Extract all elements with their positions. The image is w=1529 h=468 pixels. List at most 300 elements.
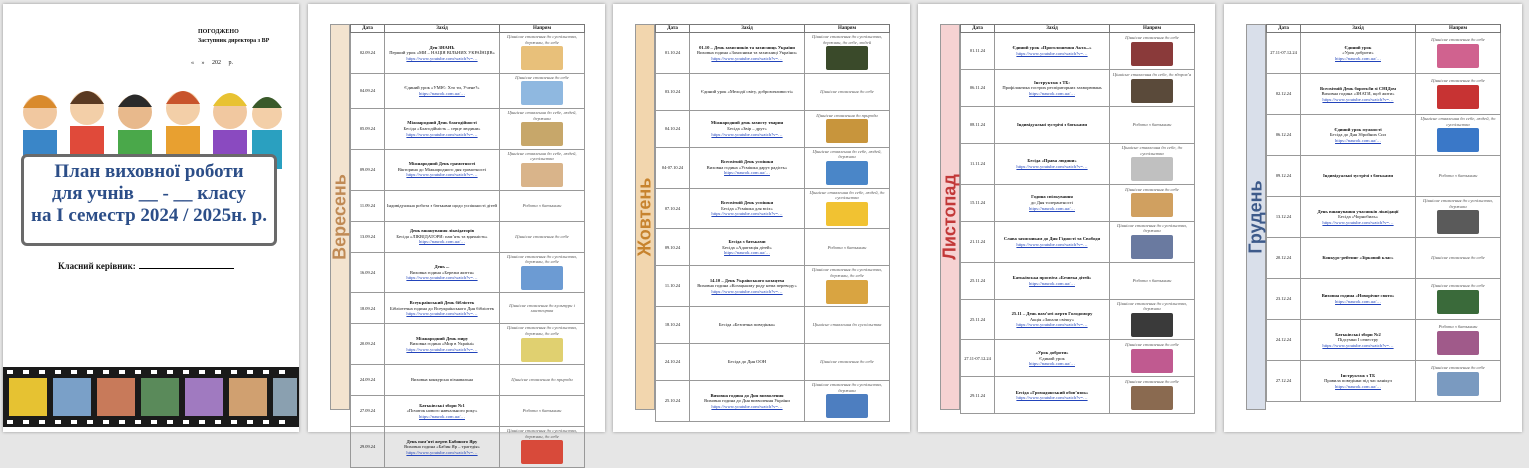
event-link[interactable]: https://naurok.com.ua/… — [1335, 55, 1381, 61]
row-date: 29.11.24 — [961, 377, 995, 414]
event-thumbnail — [1437, 44, 1479, 68]
direction-text: Ціннісне ставлення до себе, людей, до суспільства — [1420, 116, 1496, 127]
row-direction — [500, 252, 585, 293]
table-row — [656, 344, 890, 381]
row-direction — [805, 110, 890, 147]
event-text: Перший урок «МИ – НАЦІЯ ВІЛЬНИХ УКРАЇНЦІВ» — [389, 50, 495, 56]
row-event — [690, 33, 805, 74]
event-text: Бесіда «Безпечна поведінка» — [718, 322, 776, 328]
event-title: Всеукраїнський День бібліотек — [409, 299, 475, 305]
row-event — [385, 252, 500, 293]
event-text: Бесіда до Дня Збройних Сил — [1329, 132, 1387, 138]
row-date: 15.11.24 — [961, 184, 995, 221]
header-event: Захід — [690, 25, 805, 33]
row-event — [385, 396, 500, 427]
event-thumbnail — [1131, 157, 1173, 181]
row-event — [385, 293, 500, 324]
month-label: Жовтень — [634, 177, 655, 257]
direction-text: Робота з батьками — [522, 408, 562, 414]
page-november — [918, 4, 1215, 432]
row-direction — [500, 73, 585, 108]
page-september — [308, 4, 605, 455]
row-event — [1301, 156, 1416, 197]
row-event — [995, 144, 1110, 185]
event-title: День вшанування учасників ліквідації — [1317, 208, 1399, 214]
event-link[interactable]: https://www.youtube.com/watch?v=… — [406, 449, 478, 455]
event-text: Виховна година «Мир в Україні» — [409, 341, 475, 347]
row-event — [1301, 279, 1416, 320]
event-text: Бесіда «Усмішка для всіх» — [721, 205, 773, 211]
table-row — [1267, 320, 1501, 361]
header-direction: Напрям — [500, 25, 585, 33]
event-link[interactable]: https://www.youtube.com/watch?v=… — [1016, 51, 1088, 56]
row-direction — [805, 266, 890, 307]
event-link[interactable]: https://www.youtube.com/watch?v=… — [406, 311, 478, 317]
event-text: Виховна година «Бабин Яр – трагедія» — [404, 444, 480, 450]
direction-text: Ціннісне ставлення до природи — [816, 112, 878, 118]
row-date: 09.12.24 — [1267, 156, 1301, 197]
row-direction — [1110, 221, 1195, 262]
event-link[interactable]: https://naurok.com.ua/… — [724, 170, 770, 176]
event-title: Бесіда з батьками — [728, 238, 766, 244]
table-row — [1267, 33, 1501, 74]
event-text: Бесіда «Звір – друг» — [727, 125, 767, 131]
month-label: Вересень — [329, 174, 350, 260]
row-direction — [500, 293, 585, 324]
event-link[interactable]: https://www.youtube.com/watch?v=… — [1016, 163, 1088, 169]
row-event — [385, 221, 500, 252]
approval-block — [198, 28, 269, 46]
row-direction — [500, 324, 585, 365]
direction-text: Ціннісне ставлення до себе — [1125, 34, 1179, 40]
direction-text: Ціннісне ставлення до суспільства, держави, до себе — [507, 253, 577, 265]
row-date: 11.09.24 — [351, 190, 385, 221]
row-direction — [805, 33, 890, 74]
event-link[interactable]: https://www.youtube.com/watch?v=… — [711, 55, 783, 61]
event-title: 25.11 – День пам’яті жертв Голодомору — [1011, 311, 1093, 317]
teacher-blank — [139, 260, 234, 269]
header-direction: Напрям — [1110, 25, 1195, 33]
row-date: 23.12.24 — [1267, 279, 1301, 320]
event-thumbnail — [521, 338, 563, 362]
event-thumbnail — [1131, 386, 1173, 410]
row-date: 06.11.24 — [961, 70, 995, 107]
row-date: 16.09.24 — [351, 252, 385, 293]
event-thumbnail — [521, 440, 563, 464]
event-link[interactable]: https://naurok.com.ua/… — [1029, 361, 1075, 367]
event-thumbnail — [826, 161, 868, 185]
row-date: 25.11.24 — [961, 299, 995, 340]
row-date: 24.09.24 — [351, 365, 385, 396]
row-direction — [1110, 107, 1195, 144]
event-thumbnail — [1131, 313, 1173, 337]
row-event — [995, 107, 1110, 144]
event-title: Єдиний урок мужності — [1334, 126, 1382, 132]
event-thumbnail — [826, 394, 868, 418]
teacher-line: Класний керівник: — [58, 260, 234, 271]
row-date: 27.12.24 — [1267, 361, 1301, 402]
row-event — [385, 108, 500, 149]
row-event — [385, 190, 500, 221]
event-link[interactable]: https://www.youtube.com/watch?v=… — [406, 172, 478, 178]
event-thumbnail — [521, 81, 563, 105]
direction-text: Ціннісне ставлення до суспільства, держави — [1117, 222, 1187, 234]
event-text: Єдиний урок «УМІЄ: Хто ти, Учене?» — [404, 85, 480, 91]
row-event — [995, 33, 1110, 70]
event-thumbnail — [826, 280, 868, 304]
row-date: 08.11.24 — [961, 107, 995, 144]
header-date: Дата — [656, 25, 690, 33]
row-event — [995, 70, 1110, 107]
direction-text: Ціннісне ставлення до суспільства, держави, до себе — [507, 34, 577, 45]
row-direction — [500, 190, 585, 221]
table-row — [961, 33, 1195, 70]
event-title: Всесвітній День боротьби зі СНІДом — [1319, 85, 1397, 91]
row-event — [385, 33, 500, 74]
direction-text: Ціннісне ставлення до себе — [1431, 36, 1485, 42]
row-date: 24.12.24 — [1267, 320, 1301, 361]
direction-text: Ціннісне ставлення до себе — [1431, 364, 1485, 370]
direction-text: Робота з батьками — [522, 202, 562, 208]
event-text: Бесіда «Благодійність – серце людини» — [403, 126, 481, 132]
row-direction — [1110, 184, 1195, 221]
row-direction — [805, 147, 890, 188]
event-title: Єдиний урок — [1344, 44, 1372, 50]
row-date: 09.10.24 — [656, 229, 690, 266]
row-direction — [500, 396, 585, 427]
event-title: 14.10 – День Українського козацтва — [709, 277, 785, 283]
row-event — [385, 324, 500, 365]
event-title: Бесіда «Права людини» — [1027, 158, 1077, 164]
event-link[interactable]: https://www.youtube.com/watch?v=… — [711, 211, 783, 217]
row-direction — [1416, 361, 1501, 402]
event-link[interactable]: https://www.youtube.com/watch?v=… — [1016, 322, 1088, 328]
row-direction — [500, 427, 585, 468]
table-row — [351, 149, 585, 190]
row-direction — [1416, 156, 1501, 197]
direction-text: Робота з батьками — [1132, 277, 1172, 283]
row-event — [690, 344, 805, 381]
event-link[interactable]: https://naurok.com.ua/… — [419, 239, 465, 245]
row-date: 20.12.24 — [1267, 238, 1301, 279]
event-link[interactable]: https://www.youtube.com/watch?v=… — [711, 403, 783, 409]
event-link[interactable]: https://naurok.com.ua/… — [1029, 205, 1075, 211]
month-tab — [940, 24, 960, 410]
event-link[interactable]: https://www.youtube.com/watch?v=… — [1322, 219, 1394, 225]
row-event — [995, 299, 1110, 340]
row-direction — [805, 73, 890, 110]
row-date: 11.11.24 — [961, 144, 995, 185]
row-date: 18.10.24 — [656, 307, 690, 344]
event-title: Виховна година до Дня визволення — [710, 392, 784, 398]
table-row — [961, 262, 1195, 299]
row-event — [1301, 238, 1416, 279]
row-event — [1301, 361, 1416, 402]
event-text: Виховна година до Дня визволення України — [704, 398, 790, 404]
event-title: Всесвітній День усмішки — [720, 159, 774, 165]
event-text: «Урок доброти» — [1342, 50, 1374, 56]
row-event — [995, 184, 1110, 221]
table-row — [961, 221, 1195, 262]
row-event — [1301, 33, 1416, 74]
event-thumbnail — [1131, 79, 1173, 103]
table-row — [351, 396, 585, 427]
direction-text: Ціннісне ставлення до суспільства — [812, 322, 882, 328]
row-direction — [500, 221, 585, 252]
plan-table — [1266, 24, 1501, 402]
row-date: 04.10.24 — [656, 110, 690, 147]
row-date: 07.10.24 — [656, 188, 690, 229]
event-title: Батьківські збори №1 — [419, 402, 465, 408]
event-thumbnail — [1131, 193, 1173, 217]
direction-text: Ціннісне ставлення до себе — [1431, 282, 1485, 288]
event-thumbnail — [1437, 372, 1479, 396]
event-link[interactable]: https://naurok.com.ua/… — [1335, 299, 1381, 304]
direction-text: Ціннісне ставлення до себе, людей, держави — [812, 148, 882, 160]
row-event — [385, 427, 500, 468]
row-direction — [1416, 33, 1501, 74]
row-event — [690, 381, 805, 422]
event-text: Бесіда «ЛІКВІДАТОРИ: пам’ять та вдячність» — [396, 233, 488, 239]
direction-text: Ціннісне ставлення до себе, до суспільства — [1121, 145, 1183, 156]
row-date: 09.09.24 — [351, 149, 385, 190]
event-text: Бесіда «Чорнобиль» — [1338, 214, 1378, 220]
event-text: Виховна година «Захисники та захисниці України» — [697, 50, 797, 56]
event-title: Міжнародний день захисту тварин — [710, 120, 784, 126]
event-title: Інструктаж з ТБ — [1340, 372, 1376, 378]
direction-text: Ціннісне ставлення до суспільства, держави, до себе — [812, 267, 882, 278]
direction-text: Ціннісне ставлення до себе, людей, до суспільства — [809, 189, 885, 201]
row-date: 03.10.24 — [656, 73, 690, 110]
table-row — [351, 252, 585, 293]
row-direction — [1416, 238, 1501, 279]
table-row — [351, 73, 585, 108]
plan-table — [960, 24, 1195, 414]
event-link[interactable]: https://www.youtube.com/watch?v=… — [1016, 241, 1088, 247]
table-row — [656, 266, 890, 307]
event-thumbnail — [1131, 42, 1173, 66]
event-text: Бібліотечна година до Всеукраїнського Дня бібліотек — [389, 305, 495, 311]
month-tab — [635, 24, 655, 410]
row-event — [995, 221, 1110, 262]
event-thumbnail — [1437, 210, 1479, 234]
row-date: 25.10.24 — [656, 381, 690, 422]
header-direction: Напрям — [805, 25, 890, 33]
event-text: «Початок нового навчального року» — [406, 408, 478, 414]
event-thumbnail — [1437, 128, 1479, 152]
table-row — [1267, 361, 1501, 402]
table-row — [961, 107, 1195, 144]
event-link[interactable]: https://www.youtube.com/watch?v=… — [711, 289, 783, 295]
month-label: Грудень — [1245, 180, 1266, 254]
table-row — [351, 365, 585, 396]
event-title: Батьківські збори №2 — [1335, 331, 1381, 337]
table-header-row — [351, 25, 585, 33]
event-link[interactable]: https://naurok.com.ua/… — [1029, 90, 1075, 96]
row-date: 27.09.24 — [351, 396, 385, 427]
event-thumbnail — [521, 163, 563, 187]
event-thumbnail — [826, 119, 868, 143]
row-direction — [1416, 320, 1501, 361]
table-row — [351, 427, 585, 468]
event-link[interactable]: https://naurok.com.ua/… — [419, 90, 465, 96]
row-event — [385, 149, 500, 190]
table-row — [351, 293, 585, 324]
table-row — [656, 110, 890, 147]
row-event — [690, 307, 805, 344]
film-strip-photos — [3, 367, 299, 427]
row-direction — [1110, 144, 1195, 185]
event-title: Міжнародний День грамотності — [408, 161, 476, 167]
event-link[interactable]: https://naurok.com.ua/… — [419, 413, 465, 419]
row-direction — [1416, 279, 1501, 320]
row-event — [1301, 74, 1416, 115]
row-event — [690, 147, 805, 188]
approval-role: Заступник директора з ВР — [198, 38, 270, 44]
direction-text: Ціннісне ставлення до природи — [511, 377, 573, 383]
table-row — [656, 229, 890, 266]
table-row — [961, 340, 1195, 377]
row-direction — [1110, 262, 1195, 299]
row-date: 01.10.24 — [656, 33, 690, 74]
approval-title: ПОГОДЖЕНО — [198, 29, 239, 35]
row-direction — [805, 307, 890, 344]
table-row — [656, 307, 890, 344]
table-row — [1267, 115, 1501, 156]
row-direction — [500, 149, 585, 190]
table-row — [351, 33, 585, 74]
event-link[interactable]: https://www.youtube.com/watch?v=… — [1322, 342, 1394, 348]
event-title: Ден ЗНАНЬ — [429, 44, 455, 50]
event-link[interactable]: https://www.youtube.com/watch?v=… — [1016, 395, 1088, 401]
table-row — [656, 381, 890, 422]
cover-page — [3, 4, 299, 432]
event-text: Правила поведінки під час канікул — [1324, 378, 1392, 384]
table-row — [656, 73, 890, 110]
row-date: 13.09.24 — [351, 221, 385, 252]
plan-table — [655, 24, 890, 422]
direction-text: Ціннісне ставлення до себе — [820, 88, 874, 94]
event-text: Профілактика гострих респіраторних захворювань — [1002, 85, 1102, 91]
table-row — [961, 144, 1195, 185]
plan-table — [350, 24, 585, 468]
table-row — [961, 377, 1195, 414]
event-text: Виховна година «Усмішка дарує радість» — [706, 164, 788, 170]
table-header-row — [656, 25, 890, 33]
table-row — [1267, 74, 1501, 115]
event-link[interactable]: https://naurok.com.ua/… — [1029, 280, 1075, 286]
approval-date: « » 202 р. — [191, 60, 233, 66]
event-link[interactable]: https://www.youtube.com/watch?v=… — [406, 131, 478, 137]
direction-text: Ціннісне ставлення до себе — [1431, 255, 1485, 261]
row-date: 21.11.24 — [961, 221, 995, 262]
row-date: 01.11.24 — [961, 33, 995, 70]
row-direction — [1416, 115, 1501, 156]
event-link[interactable]: https://www.youtube.com/watch?v=… — [711, 131, 783, 137]
event-text: Вікторина до Міжнародного дня грамотності — [397, 166, 487, 172]
row-date: 05.09.24 — [351, 108, 385, 149]
event-title: Бесіда «Громадянський обов’язок» — [1015, 389, 1089, 395]
row-date: 02.12.24 — [1267, 74, 1301, 115]
event-link[interactable]: https://www.youtube.com/watch?v=… — [406, 55, 478, 61]
event-link[interactable]: https://naurok.com.ua/… — [724, 250, 770, 256]
direction-text: Ціннісне ставлення до себе — [820, 359, 874, 365]
event-title: Година спілкування — [1031, 194, 1073, 200]
event-title: Індивідуальні зустрічі з батьками — [1322, 173, 1394, 179]
table-row — [1267, 197, 1501, 238]
header-event: Захід — [385, 25, 500, 33]
event-title: «Урок доброти» — [1035, 349, 1069, 355]
row-direction — [1110, 299, 1195, 340]
event-text: Підсумки І семестру — [1337, 337, 1379, 343]
event-title: Міжнародний День благодійності — [407, 120, 477, 126]
row-direction — [805, 381, 890, 422]
event-text: Акція «Запали свічку» — [1029, 316, 1075, 322]
direction-text: Ціннісне ставлення до суспільства, держави — [1117, 300, 1187, 312]
title-banner — [21, 154, 277, 246]
row-event — [690, 266, 805, 307]
direction-text: Ціннісне ставлення до себе — [1125, 379, 1179, 385]
event-thumbnail — [1131, 349, 1173, 373]
header-event: Захід — [1301, 25, 1416, 33]
table-row — [1267, 279, 1501, 320]
header-date: Дата — [1267, 25, 1301, 33]
title-line-2: для учнів __ - __ класу — [51, 183, 247, 204]
row-direction — [1110, 377, 1195, 414]
event-title: Виховна година «Новорічне свято» — [1321, 293, 1395, 299]
direction-text: Ціннісне ставлення до культури і мистецтва — [509, 302, 575, 314]
table-row — [351, 221, 585, 252]
event-title: День вшанування ліквідаторів — [409, 228, 475, 234]
event-link[interactable]: https://www.youtube.com/watch?v=… — [1322, 96, 1394, 102]
header-date: Дата — [351, 25, 385, 33]
event-link[interactable]: https://naurok.com.ua/… — [1335, 137, 1381, 143]
event-text: Індивідуальна робота з батьками щодо успішності дітей — [387, 202, 497, 208]
event-link[interactable]: https://naurok.com.ua/… — [1335, 383, 1381, 389]
direction-text: Ціннісне ставлення до себе — [1125, 186, 1179, 192]
table-row — [1267, 238, 1501, 279]
event-link[interactable]: https://www.youtube.com/watch?v=… — [406, 347, 478, 352]
direction-text: Ціннісне ставлення до себе, людей, суспільства — [507, 150, 577, 162]
row-date: 27.11-07.12.24 — [1267, 33, 1301, 74]
event-link[interactable]: https://www.youtube.com/watch?v=… — [406, 275, 478, 281]
event-text: Виховна конкурсна пізнавальна — [410, 377, 474, 383]
table-row — [961, 299, 1195, 340]
row-date: 29.09.24 — [351, 427, 385, 468]
event-title: Єдиний урок «Проголошення Акта...» — [1012, 45, 1092, 51]
row-event — [1301, 115, 1416, 156]
row-direction — [500, 365, 585, 396]
event-thumbnail — [826, 202, 868, 226]
direction-text: Робота з батьками — [1132, 122, 1172, 128]
header-event: Захід — [995, 25, 1110, 33]
row-event — [995, 262, 1110, 299]
event-text: Виховна година «ЗНАТИ, щоб жити» — [1321, 91, 1395, 97]
row-event — [1301, 197, 1416, 238]
event-title: Батьківська просвіта «Безпека дітей» — [1012, 274, 1092, 280]
direction-text: Ціннісне ставлення до себе — [1431, 77, 1485, 83]
event-title: День пам’яті жертв Бабиного Яру — [406, 438, 478, 444]
row-event — [385, 73, 500, 108]
direction-text: Ціннісне ставлення до суспільства, держави — [1423, 198, 1493, 209]
direction-text: Ціннісне ставлення до себе — [1125, 342, 1179, 348]
row-direction — [1416, 74, 1501, 115]
row-date: 27.11-07.12.24 — [961, 340, 995, 377]
event-thumbnail — [1437, 85, 1479, 109]
event-text: Бесіда «Адаптація дітей» — [722, 244, 772, 250]
row-event — [995, 377, 1110, 414]
direction-text: Робота з батьками — [827, 244, 867, 250]
